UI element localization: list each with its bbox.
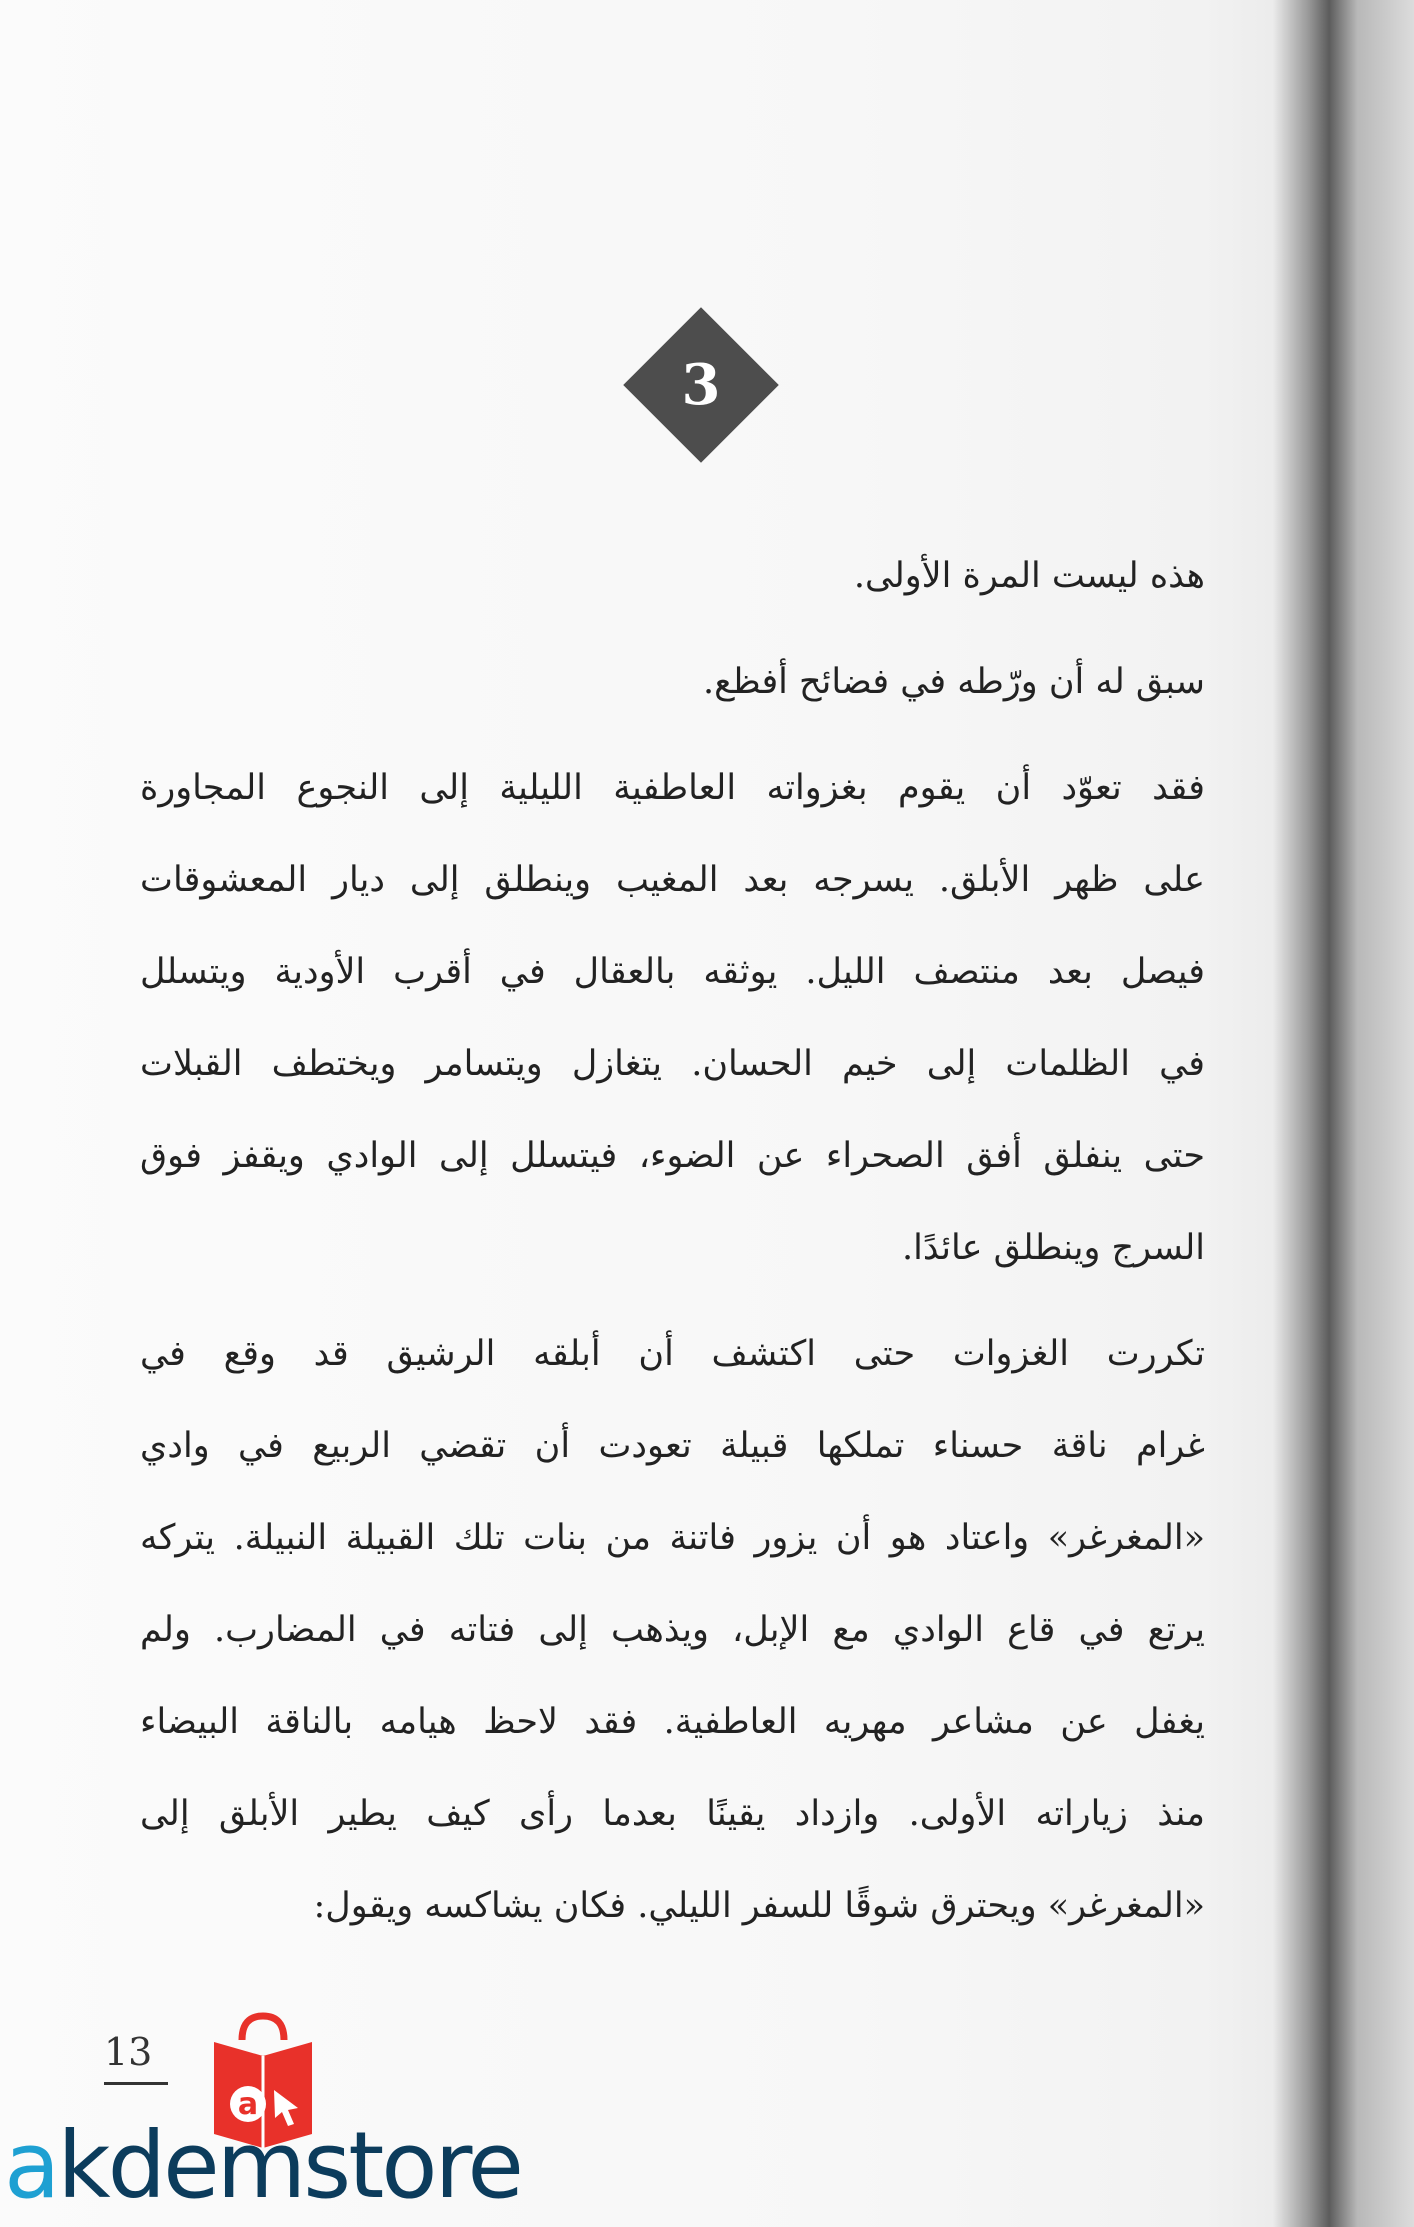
page-number-rule: [104, 2082, 168, 2085]
text-line: حتى ينفلق أفق الصحراء عن الضوء، فيتسلل إلى الوادي ويقفز فوق: [140, 1136, 1205, 1176]
text-line: على ظهر الأبلق. يسرجه بعد المغيب وينطلق إلى ديار المعشوقات: [140, 860, 1205, 900]
text-line: تكررت الغزوات حتى اكتشف أن أبلقه الرشيق قد وقع في: [140, 1334, 1205, 1374]
text-line: «المغرغر» ويحترق شوقًا للسفر الليلي. فكان يشاكسه ويقول:: [313, 1886, 1205, 1926]
text-line: هذه ليست المرة الأولى.: [853, 556, 1205, 596]
chapter-number: 3: [681, 352, 721, 418]
text-line: السرج وينطلق عائدًا.: [902, 1228, 1205, 1268]
text-line: فقد تعوّد أن يقوم بغزواته العاطفية الليلية إلى النجوع المجاورة: [140, 768, 1205, 808]
text-line: يرتع في قاع الوادي مع الإبل، ويذهب إلى فتاته في المضارب. ولم: [140, 1610, 1205, 1650]
text-line: غرام ناقة حسناء تملكها قبيلة تعودت أن تقضي الربيع في وادي: [140, 1426, 1205, 1466]
text-line: منذ زياراته الأولى. وازداد يقينًا بعدما رأى كيف يطير الأبلق إلى: [140, 1794, 1205, 1834]
body-text: [140, 530, 1205, 1952]
logo-prefix: a: [4, 2112, 58, 2219]
store-logo-text: [4, 2105, 521, 2227]
page-number: 13: [104, 2030, 153, 2074]
text-line: فيصل بعد منتصف الليل. يوثقه بالعقال في أقرب الأودية ويتسلل: [140, 952, 1205, 992]
badge-letter: a: [237, 2087, 259, 2122]
text-line: في الظلمات إلى خيم الحسان. يتغازل ويتسامر ويختطف القبلات: [140, 1044, 1205, 1084]
text-line: «المغرغر» واعتاد هو أن يزور فاتنة من بنات تلك القبيلة النبيلة. يتركه: [140, 1518, 1205, 1558]
logo-rest: kdemstore: [57, 2112, 521, 2219]
text-line: سبق له أن ورّطه في فضائح أفظع.: [702, 662, 1205, 702]
text-line: يغفل عن مشاعر مهريه العاطفية. فقد لاحظ هيامه بالناقة البيضاء: [140, 1702, 1205, 1742]
